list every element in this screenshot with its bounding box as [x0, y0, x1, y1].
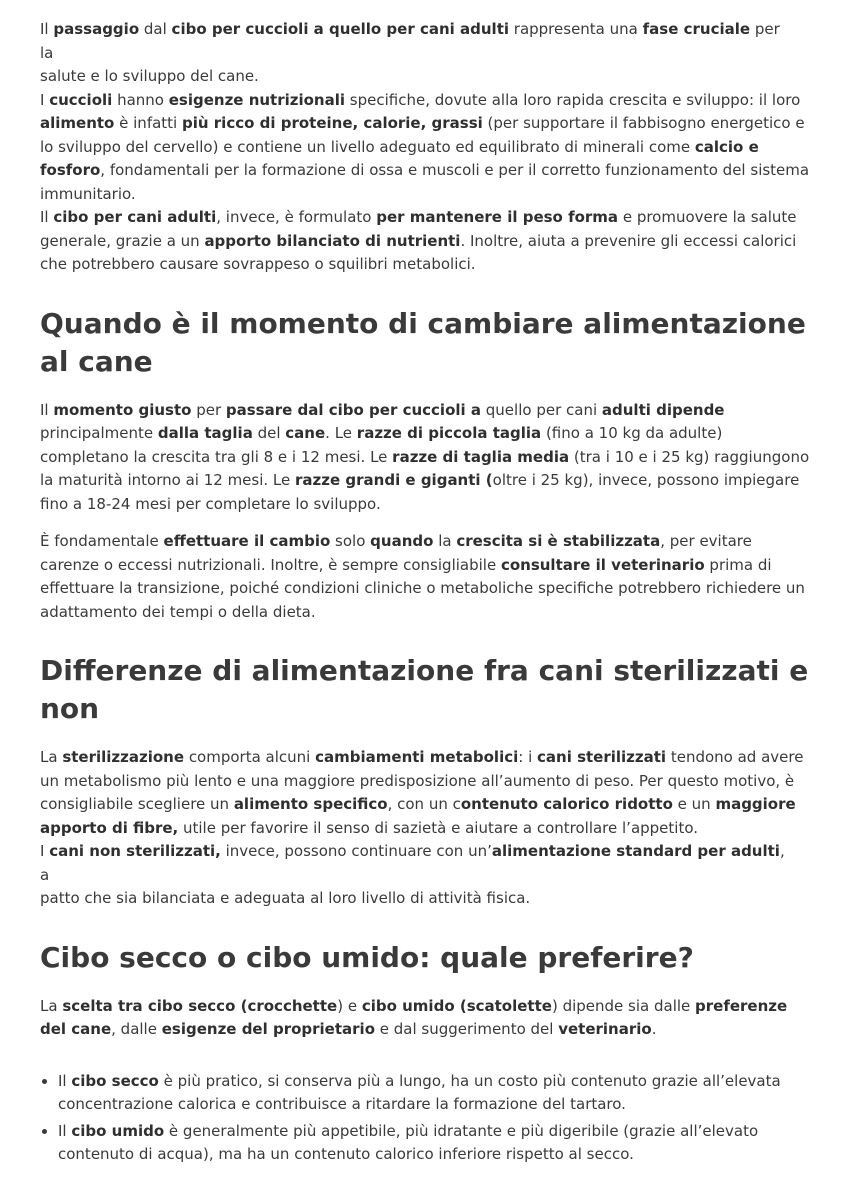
text-run: utile per favorire il senso di sazietà e aiutare a controllare l’appetito.: [178, 818, 699, 837]
bold-text: preferenze del cane: [40, 996, 788, 1038]
bold-text: sterilizzazione: [62, 748, 185, 766]
text-run: (tra i 10 e i 25 kg) raggiungono la maturità intorno ai 12 mesi. Le: [40, 447, 810, 489]
bold-text: passaggio: [53, 20, 140, 38]
section1-paragraph-1: [40, 399, 810, 517]
bold-text: cani sterilizzati: [537, 748, 667, 766]
text-run: specifiche, dovute alla loro rapida crescita e sviluppo: il loro: [345, 90, 801, 109]
bold-text: momento giusto: [53, 400, 192, 419]
bold-text: cibo per cuccioli a quello per cani adulti: [171, 20, 510, 38]
text-run: (per supportare il fabbisogno energetico e lo sviluppo del cervello) e contiene un livello adeguato ed equilibrato di minerali come: [40, 114, 805, 156]
bold-text: consultare il veterinario: [500, 555, 705, 574]
text-run: , con un c: [387, 795, 461, 813]
text-run: , dalle: [111, 1020, 162, 1038]
intro-paragraph-2: [40, 89, 810, 207]
bold-text: crescita si è stabilizzata: [456, 532, 661, 550]
section2-paragraph-1: [40, 746, 810, 840]
bold-text: esigenze nutrizionali: [168, 90, 346, 109]
section-heading-when-to-change: Quando è il momento di cambiare alimentazione al cane: [40, 306, 806, 378]
text-run: I: [40, 842, 50, 860]
text-run: La: [40, 996, 63, 1015]
bold-text: alimento specifico: [233, 795, 388, 813]
bold-text: maggiore apporto di fibre,: [40, 795, 796, 837]
text-run: .: [651, 1020, 657, 1038]
bold-text: scelta tra cibo secco (crocchette: [62, 996, 338, 1015]
text-run: Il: [40, 208, 54, 226]
text-run: . Le: [325, 424, 357, 442]
bold-text: dalla taglia: [157, 424, 253, 442]
text-run: Il: [40, 400, 54, 419]
intro-paragraph-3: [40, 206, 810, 277]
bold-text: razze grandi e giganti (: [295, 471, 493, 489]
bold-text: apporto bilanciato di nutrienti: [204, 231, 461, 250]
text-run: (fino a 10 kg da adulte) completano la crescita tra gli 8 e i 12 mesi. Le: [40, 424, 723, 466]
bold-text: ontenuto calorico ridotto: [460, 795, 673, 813]
bold-text: cibo umido (scatolette: [361, 996, 552, 1015]
section1-paragraph-2: [40, 530, 810, 624]
bold-text: quando: [370, 532, 434, 550]
text-run: : i: [518, 748, 538, 766]
text-run: ) dipende sia dalle: [551, 996, 696, 1015]
section3-paragraph-1: [40, 995, 810, 1042]
text-run: Il: [58, 1121, 72, 1140]
text-run: prima di effettuare la transizione, poiché condizioni cliniche o metaboliche specifiche potrebbero richiedere un adattamento dei tempi o della dieta.: [40, 555, 805, 621]
list-item: [58, 1070, 810, 1117]
text-run: rappresenta una: [509, 20, 643, 38]
text-run: la: [40, 43, 54, 62]
bold-text: razze di piccola taglia: [356, 424, 542, 442]
text-run: dal: [139, 20, 172, 38]
text-run: È fondamentale: [40, 532, 164, 550]
text-run: . Inoltre, aiuta a prevenire gli eccessi calorici che potrebbero causare sovrappeso o squilibri metabolici.: [40, 231, 797, 273]
text-run: e un: [672, 795, 716, 813]
text-run: invece, possono continuare con un’: [220, 842, 492, 860]
bold-text: cibo secco: [71, 1071, 159, 1090]
intro-paragraph-1: [40, 18, 810, 89]
text-run: tendono ad avere un metabolismo più lento e una maggiore predisposizione all’aumento di peso. Per questo motivo, è consigliabile scegliere un: [40, 748, 804, 813]
section2-paragraph-2: [40, 840, 810, 911]
list-item: [58, 1120, 810, 1167]
text-run: per: [191, 400, 226, 419]
text-run: , per evitare carenze o eccessi nutrizionali. Inoltre, è sempre consigliabile: [40, 532, 752, 574]
food-type-list: [40, 1070, 810, 1167]
text-run: per: [750, 20, 780, 38]
text-run: La: [40, 748, 63, 766]
bold-text: razze di taglia media: [392, 447, 570, 466]
text-run: patto che sia bilanciata e adeguata al loro livello di attività fisica.: [40, 889, 531, 907]
text-run: ,: [779, 842, 785, 860]
text-run: è più pratico, si conserva più a lungo, ha un costo più contenuto grazie all’elevata concentrazione calorica e contribuisce a ritardare la formazione del tartaro.: [58, 1071, 781, 1113]
section-heading-sterilized: Differenze di alimentazione fra cani sterilizzati e non: [40, 654, 809, 725]
text-run: hanno: [112, 90, 169, 109]
text-run: quello per cani: [481, 400, 602, 419]
bold-text: alimentazione standard per adulti: [491, 842, 780, 860]
text-run: è infatti: [114, 114, 182, 132]
text-run: è generalmente più appetibile, più idratante e più digeribile (grazie all’elevato contenuto di acqua), ma ha un contenuto calorico inferiore rispetto al secco.: [58, 1121, 759, 1163]
bold-text: passare dal cibo per cuccioli a: [225, 400, 482, 419]
bold-text: per mantenere il peso forma: [376, 208, 619, 226]
bold-text: più ricco di proteine, calorie, grassi: [182, 114, 483, 132]
bold-text: veterinario: [558, 1020, 652, 1038]
bold-text: cane: [285, 424, 326, 442]
text-run: I: [40, 90, 50, 109]
text-run: , invece, è formulato: [216, 208, 377, 226]
bold-text: calcio e fosforo: [40, 137, 759, 179]
bold-text: fase cruciale: [642, 20, 751, 38]
text-run: Il: [58, 1071, 72, 1090]
bold-text: cuccioli: [49, 90, 113, 109]
text-run: la: [433, 532, 457, 550]
text-run: e promuovere la salute generale, grazie a un: [40, 208, 797, 250]
text-run: oltre i 25 kg), invece, possono impiegare fino a 18-24 mesi per completare lo sviluppo.: [40, 471, 800, 513]
bold-text: effettuare il cambio: [163, 532, 331, 550]
bold-text: alimento: [40, 114, 115, 132]
text-run: salute e lo sviluppo del cane.: [40, 67, 259, 85]
bold-text: cambiamenti metabolici: [315, 748, 519, 766]
text-run: , fondamentali per la formazione di ossa e muscoli e per il corretto funzionamento del sistema immunitario.: [40, 161, 810, 203]
text-run: Il: [40, 20, 54, 38]
text-run: comporta alcuni: [184, 748, 316, 766]
text-run: ) e: [337, 996, 362, 1015]
text-run: e dal suggerimento del: [375, 1020, 559, 1038]
text-run: principalmente: [40, 424, 158, 442]
section-heading-dry-or-wet: Cibo secco o cibo umido: quale preferire?: [40, 940, 694, 974]
bold-text: cibo umido: [71, 1121, 165, 1140]
text-run: solo: [330, 532, 371, 550]
bold-text: adulti dipende: [601, 400, 725, 419]
bold-text: cani non sterilizzati,: [49, 842, 221, 860]
text-run: a: [40, 865, 50, 884]
text-run: del: [252, 424, 286, 442]
bold-text: esigenze del proprietario: [161, 1020, 375, 1038]
bold-text: cibo per cani adulti: [53, 208, 217, 226]
